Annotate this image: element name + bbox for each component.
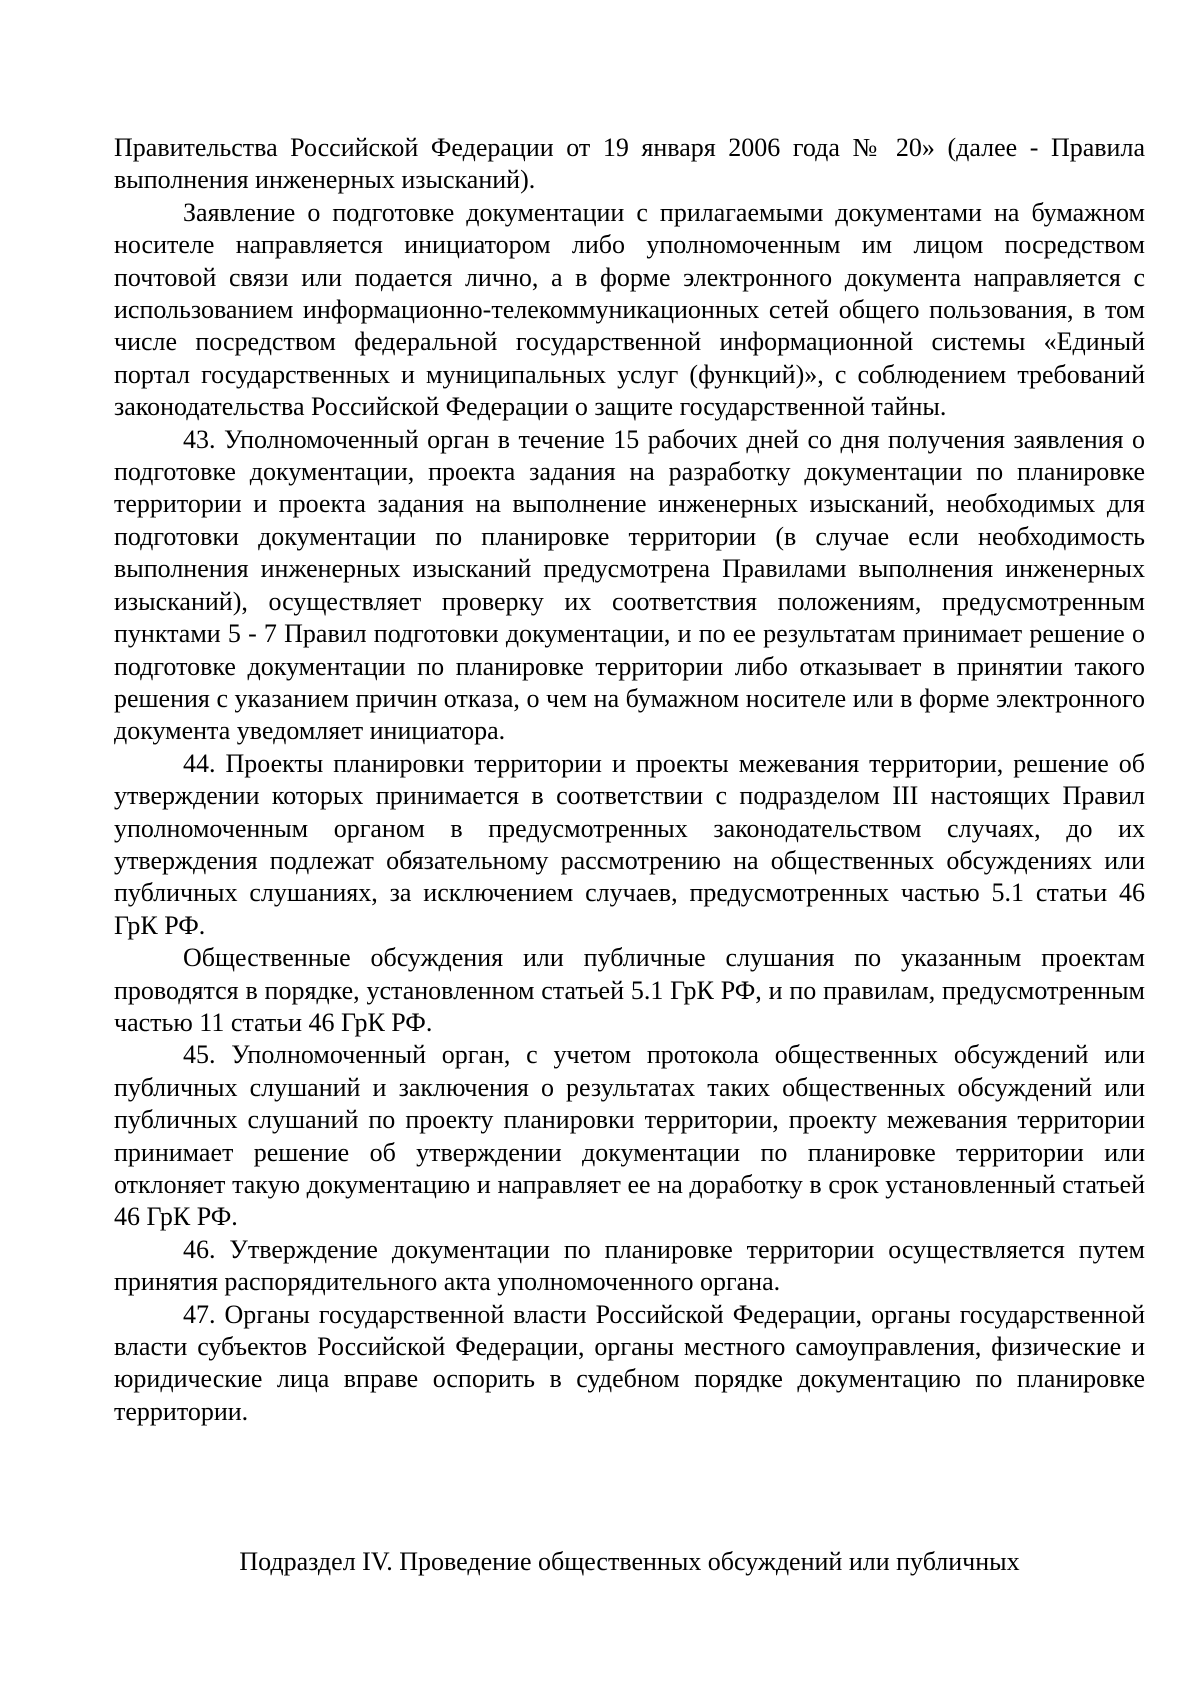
paragraph-item-43: 43. Уполномоченный орган в течение 15 рабочих дней со дня получения заявления о подготовке документации, проекта задания на разработку документации по планировке территории и проекта задания на выполнение инженерных изысканий, необходимых для подготовки документации по планировке территории (в случае если необходимость выполнения инженерных изысканий предусмотрена Правилами выполнения инженерных изысканий), осуществляет проверку их соответствия положениям, предусмотренным пунктами 5 - 7 Правил подготовки документации, и по ее результатам принимает решение о подготовке документации по планировке территории либо отказывает в принятии такого решения с указанием причин отказа, о чем на бумажном носителе или в форме электронного документа уведомляет инициатора. <box>114 424 1145 746</box>
paragraph-item-45: 45. Уполномоченный орган, с учетом протокола общественных обсуждений или публичных слушаний и заключения о результатах таких общественных обсуждений или публичных слушаний по проекту планировки территории, проекту межевания территории принимает решение об утверждении документации по планировке территории или отклоняет такую документацию и направляет ее на доработку в срок установленный статьей 46 ГрК РФ. <box>114 1040 1145 1232</box>
paragraph-item-46: 46. Утверждение документации по планировке территории осуществляется путем принятия распорядительного акта уполномоченного органа. <box>114 1234 1145 1297</box>
paragraph-item-44: 44. Проекты планировки территории и проекты межевания территории, решение об утверждении которых принимается в соответствии с подразделом III настоящих Правил уполномоченным органом в предусмотренных законодательством случаях, до их утверждения подлежат обязательному рассмотрению на общественных обсуждениях или публичных слушаниях, за исключением случаев, предусмотренных частью 5.1 статьи 46 ГрК РФ. <box>114 748 1145 940</box>
paragraph-continuation: Правительства Российской Федерации от 19 января 2006 года № 20» (далее - Правила выполнения инженерных изысканий). <box>114 133 1145 195</box>
paragraph-public-hearings: Общественные обсуждения или публичные слушания по указанным проектам проводятся в порядке, установленном статьей 5.1 ГрК РФ, и по правилам, предусмотренным частью 11 статьи 46 ГрК РФ. <box>114 943 1145 1037</box>
paragraph-item-47: 47. Органы государственной власти Российской Федерации, органы государственной власти субъектов Российской Федерации, органы местного самоуправления, физические и юридические лица вправе оспорить в судебном порядке документацию по планировке территории. <box>114 1299 1145 1426</box>
subsection-heading: Подраздел IV. Проведение общественных обсуждений или публичных <box>239 1547 1020 1576</box>
document-body <box>114 132 1145 1428</box>
paragraph-application-submission: Заявление о подготовке документации с прилагаемыми документами на бумажном носителе направляется инициатором либо уполномоченным им лицом посредством почтовой связи или подается лично, а в форме электронного документа направляется с использованием информационно-телекоммуникационных сетей общего пользования, в том числе посредством федеральной государственной информационной системы «Единый портал государственных и муниципальных услуг (функций)», с соблюдением требований законодательства Российской Федерации о защите государственной тайны. <box>114 197 1145 422</box>
